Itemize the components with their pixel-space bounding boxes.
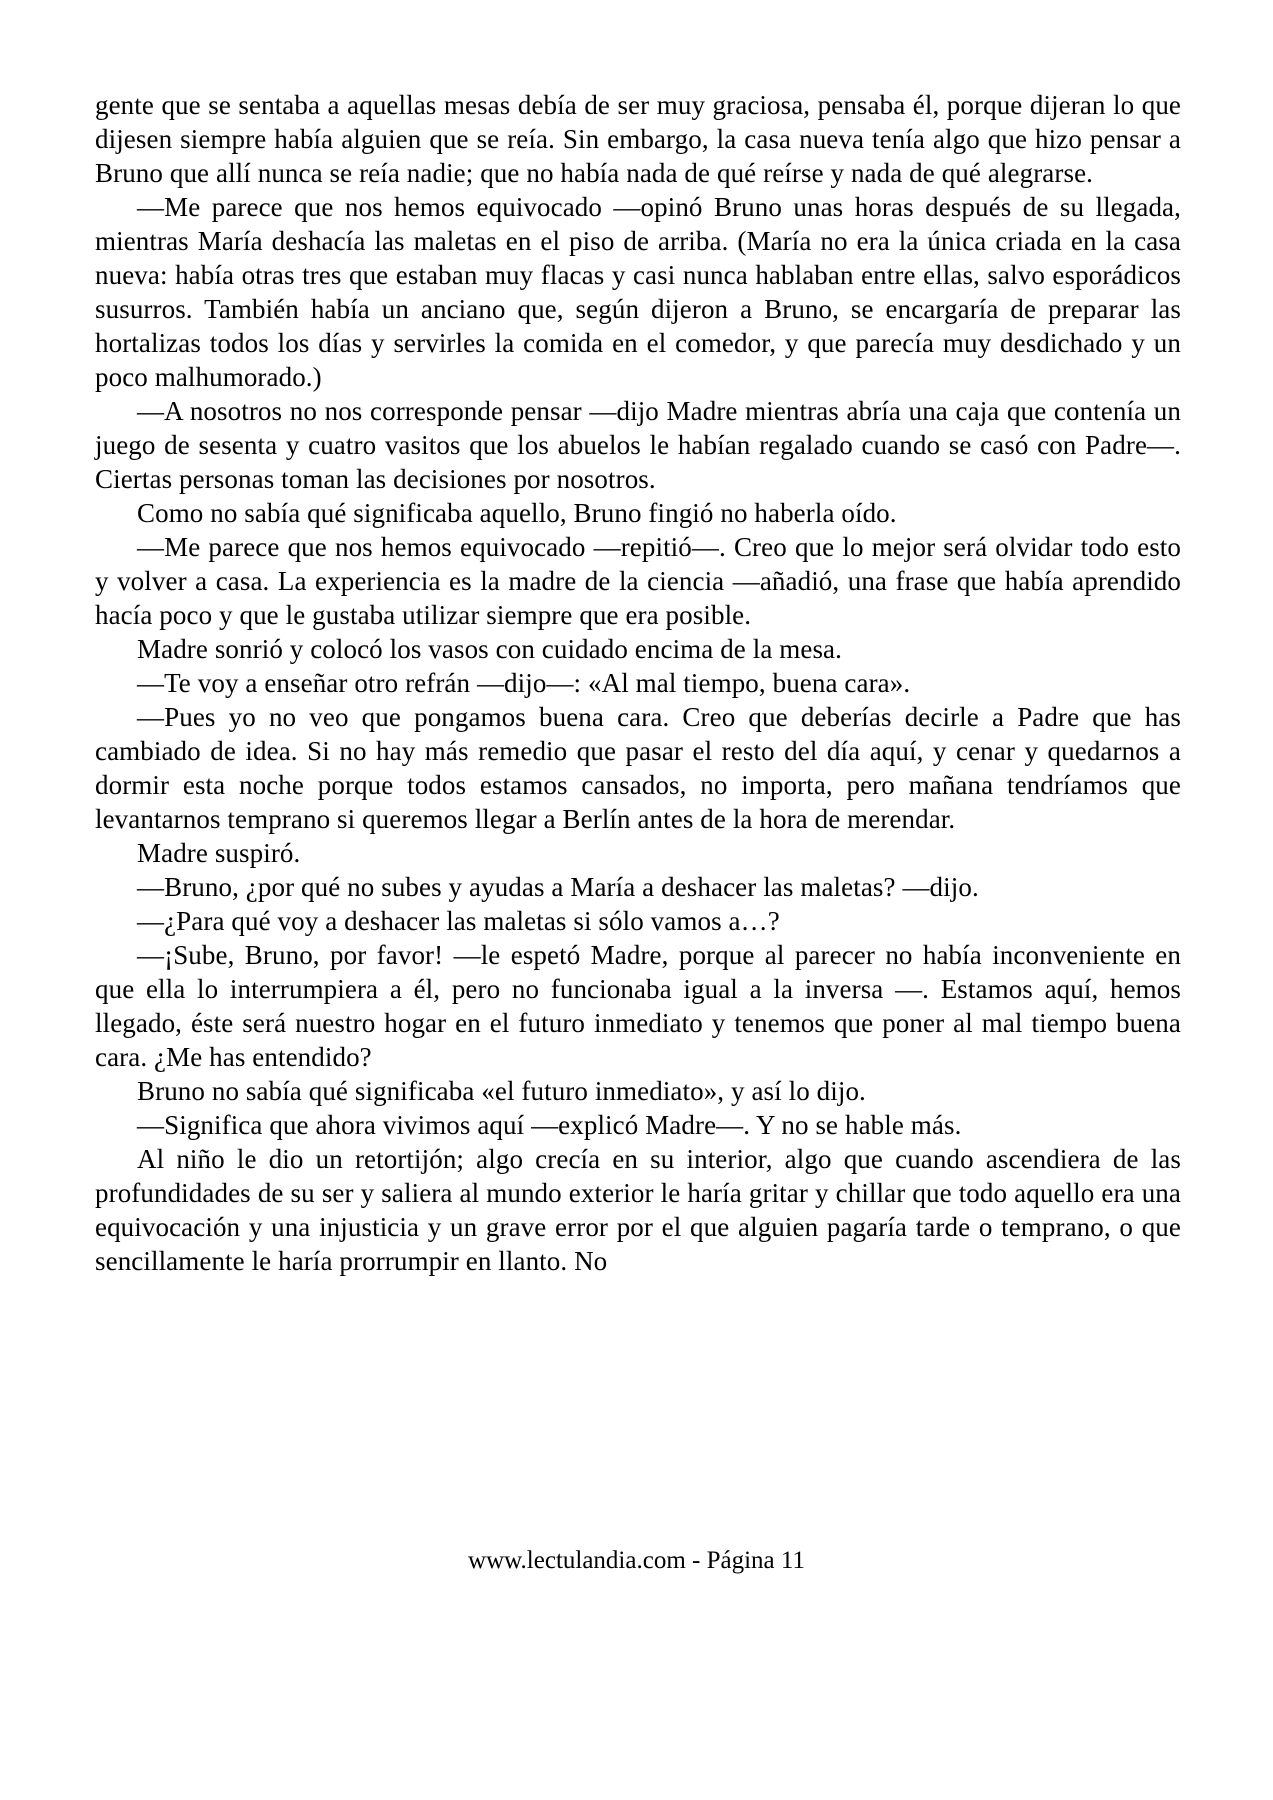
paragraph: —Bruno, ¿por qué no subes y ayudas a María a deshacer las maletas? —dijo. — [137, 872, 979, 902]
paragraph: Madre suspiró. — [137, 838, 301, 868]
paragraph: —Pues yo no veo que pongamos buena cara. Creo que deberías decirle a Padre que has cambiado de idea. Si no hay más remedio que pasar el resto del día aquí, y cenar y quedarnos a dormir esta noche porque todos estamos cansados, no importa, pero mañana tendríamos que levantarnos temprano si queremos llegar a Berlín antes de la hora de merendar. — [95, 702, 1181, 834]
paragraph: Al niño le dio un retortijón; algo crecía en su interior, algo que cuando ascendiera de las profundidades de su ser y saliera al mundo exterior le haría gritar y chillar que todo aquello era una equivocación y una injusticia y un grave error por el que alguien pagaría tarde o temprano, o que sencillamente le haría prorrumpir en llanto. No — [95, 1144, 1181, 1276]
paragraph: Como no sabía qué significaba aquello, Bruno fingió no haberla oído. — [137, 498, 897, 528]
paragraph: —¿Para qué voy a deshacer las maletas si sólo vamos a…? — [137, 906, 780, 936]
paragraph: —¡Sube, Bruno, por favor! —le espetó Madre, porque al parecer no había inconveniente en que ella lo interrumpiera a él, pero no funcionaba igual a la inversa —. Estamos aquí, hemos llegado, éste será nuestro hogar en el futuro inmediato y tenemos que poner al mal tiempo buena cara. ¿Me has entendido? — [95, 940, 1181, 1072]
paragraph: —Significa que ahora vivimos aquí —explicó Madre—. Y no se hable más. — [137, 1110, 962, 1140]
paragraph: —Me parece que nos hemos equivocado —repitió—. Creo que lo mejor será olvidar todo esto y volver a casa. La experiencia es la madre de la ciencia —añadió, una frase que había aprendido hacía poco y que le gustaba utilizar siempre que era posible. — [95, 532, 1181, 630]
paragraph: —Me parece que nos hemos equivocado —opinó Bruno unas horas después de su llegada, mientras María deshacía las maletas en el piso de arriba. (María no era la única criada en la casa nueva: había otras tres que estaban muy flacas y casi nunca hablaban entre ellas, salvo esporádicos susurros. También había un anciano que, según dijeron a Bruno, se encargaría de preparar las hortalizas todos los días y servirles la comida en el comedor, y que parecía muy desdichado y un poco malhumorado.) — [95, 192, 1181, 392]
page-text — [95, 88, 1181, 1278]
paragraph: Bruno no sabía qué significaba «el futuro inmediato», y así lo dijo. — [137, 1076, 866, 1106]
paragraph: —Te voy a enseñar otro refrán —dijo—: «Al mal tiempo, buena cara». — [137, 668, 911, 698]
paragraph: gente que se sentaba a aquellas mesas debía de ser muy graciosa, pensaba él, porque dijeran lo que dijesen siempre había alguien que se reía. Sin embargo, la casa nueva tenía algo que hizo pensar a Bruno que allí nunca se reía nadie; que no había nada de qué reírse y nada de qué alegrarse. — [95, 90, 1181, 188]
paragraph: Madre sonrió y colocó los vasos con cuidado encima de la mesa. — [137, 634, 842, 664]
page-footer: www.lectulandia.com - Página 11 — [468, 1547, 805, 1574]
paragraph: —A nosotros no nos corresponde pensar —dijo Madre mientras abría una caja que contenía un juego de sesenta y cuatro vasitos que los abuelos le habían regalado cuando se casó con Padre—. Ciertas personas toman las decisiones por nosotros. — [95, 396, 1181, 494]
